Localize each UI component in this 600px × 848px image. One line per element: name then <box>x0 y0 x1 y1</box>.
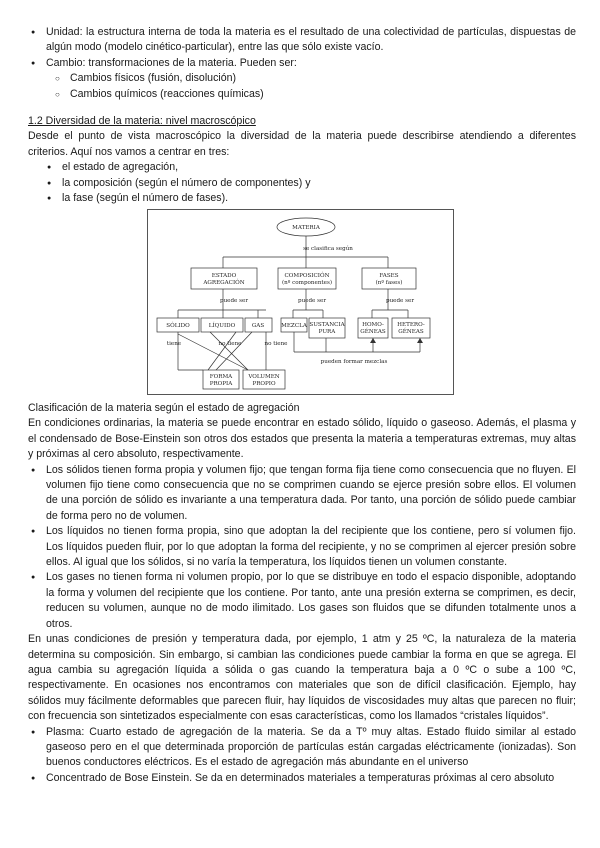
node-forma-label-2: PROPIA <box>209 381 233 387</box>
tiene-label: tiene <box>166 341 182 347</box>
node-composicion-label: COMPOSICIÓN <box>284 273 330 279</box>
classification-title: Clasificación de la materia según el estado de agregación <box>28 402 300 414</box>
node-volumen-label-2: PROPIO <box>252 381 276 387</box>
node-forma-label: FORMA <box>209 374 233 380</box>
classify-label: se clasifica según <box>303 246 353 252</box>
intro-bullet-list <box>28 25 576 102</box>
diagram-svg <box>148 210 453 394</box>
node-volumen-label: VOLUMEN <box>248 374 280 380</box>
criterion-item: ● la fase (según el número de fases). <box>28 191 576 206</box>
node-solido-label: SÓLIDO <box>166 323 190 329</box>
criterion-item: ● el estado de agregación, <box>28 160 576 175</box>
state-liquidos: ● Los líquidos no tienen forma propia, sino que adoptan la del recipiente que los contiene, pero sí volumen fijo. Los líquidos pueden fluir, por lo que adoptan la forma del recipiente, y no se comprimen al ejercer presión sobre ellos. Al igual que los sólidos, si no varía la temperatura, los líquidos tienen un volumen constante. <box>28 524 576 570</box>
node-estado-label: ESTADO <box>211 273 237 279</box>
node-heterogeneas-shape <box>392 318 430 338</box>
intro-section <box>28 25 576 102</box>
section-title: 1.2 Diversidad de la materia: nivel macroscópico <box>28 115 256 127</box>
node-sustancia-shape <box>309 318 345 338</box>
pueden-formar-label: pueden formar mezclas <box>320 359 388 365</box>
node-sustancia-label-2: PURA <box>318 329 336 335</box>
node-heterogeneas-label: HETERO- <box>397 322 425 328</box>
section-intro: Desde el punto de vista macroscópico la diversidad de la materia puede describirse atendiendo a diferentes criterios. Aquí nos vamos a centrar en tres: <box>28 130 576 158</box>
no-tiene-label: no tiene <box>264 341 288 347</box>
node-mezcla-label: MEZCLA <box>281 323 307 329</box>
puede-ser-label: puede ser <box>385 298 415 304</box>
node-materia-label: MATERIA <box>292 225 320 231</box>
state-solidos: ● Los sólidos tienen forma propia y volumen fijo; que tengan forma fija tiene como consecuencia que no fluyen. El volumen fijo tiene como consecuencia que no se comprimen cuando se ejerce presión sobre ellos. El volumen de una porción de sólido es invariante a una temperatura dada. Por tanto, una porción de sólido puede cambiar de forma pero no de volumen. <box>28 463 576 525</box>
node-homogeneas-label: HOMO- <box>362 322 384 328</box>
node-homogeneas-shape <box>358 318 388 338</box>
node-estado-label-2: AGREGACIÓN <box>203 280 245 286</box>
node-composicion-label-2: (nº componentes) <box>281 280 333 286</box>
node-fases-label: FASES <box>379 273 399 279</box>
node-homogeneas-label-2: GÉNEAS <box>360 329 386 335</box>
sub-bullet-fisicos: ○ Cambios físicos (fusión, disolución) <box>28 71 576 86</box>
state-bose-einstein: ● Concentrado de Bose Einstein. Se da en determinados materiales a temperaturas próximas al cero absoluto <box>28 771 576 786</box>
section-diversidad <box>28 114 576 206</box>
node-gas-label: GAS <box>251 323 265 329</box>
conditions-paragraph: En unas condiciones de presión y temperatura dada, por ejemplo, 1 atm y 25 ºC, la naturaleza de la materia determina su composición. Sin embargo, si cambian las condiciones puede cambiar la forma en que se agrega. El agua cambia su agregación líquida a sólida o gas cuando la temperatura baja a 0 ºC o sube a 100 ºC, respectivamente. En ocasiones nos encontramos con materiales que son de difícil clasificación. Ejemplo, hay sólidos muy fácilmente deformables que parecen fluir, hay líquidos de viscosidades muy altas que parecen no fluir; con frecuencia son sintetizados especialmente con esas características, como los llamados “cristales líquidos”. <box>28 633 576 723</box>
criteria-list <box>28 160 576 206</box>
node-fases-label-2: (nº fases) <box>375 280 403 286</box>
state-plasma: ● Plasma: Cuarto estado de agregación de la materia. Se da a Tº muy altas. Estado fluido similar al estado gaseoso pero en el que determinada proporción de partículas están cargadas eléctricamente (ionizadas). Son buenos conductores eléctricos. Es el estado de agregación más abundante en el universo <box>28 725 576 771</box>
sub-bullet-quimicos: ○ Cambios químicos (reacciones químicas) <box>28 87 576 102</box>
classification-intro: En condiciones ordinarias, la materia se puede encontrar en estado sólido, líquido o gaseoso. Además, el plasma y el condensado de Bose-Einstein son otros dos estados que presenta la materia a temperaturas extremas, muy altas y próximas al cero absoluto, respectivamente. <box>28 417 576 461</box>
matter-classification-diagram <box>147 209 454 395</box>
criterion-item: ● la composición (según el número de componentes) y <box>28 176 576 191</box>
no-tiene-label: no tiene <box>218 341 242 347</box>
states-list <box>28 463 576 632</box>
bullet-cambio: ● Cambio: transformaciones de la materia. Pueden ser: <box>28 56 576 71</box>
state-gases: ● Los gases no tienen forma ni volumen propio, por lo que se distribuye en todo el espacio disponible, adoptando la forma y volumen del recipiente que los contiene. Por tanto, ante una presión externa se comprimen, es decir, reducen su volumen, aunque no de modo ilimitado. Los gases son fluidos que se difunden totalmente unos a otros. <box>28 570 576 632</box>
puede-ser-label: puede ser <box>297 298 327 304</box>
node-sustancia-label: SUSTANCIA <box>309 322 345 328</box>
classification-section <box>28 401 576 786</box>
puede-ser-label: puede ser <box>219 298 249 304</box>
bullet-unidad: ● Unidad: la estructura interna de toda la materia es el resultado de una colectividad de partículas, dispuestas de algún modo (modelo cinético-particular), entre las que sólo existe vacío. <box>28 25 576 56</box>
node-liquido-label: LÍQUIDO <box>208 323 236 329</box>
node-heterogeneas-label-2: GÉNEAS <box>398 329 424 335</box>
extreme-states-list <box>28 725 576 787</box>
